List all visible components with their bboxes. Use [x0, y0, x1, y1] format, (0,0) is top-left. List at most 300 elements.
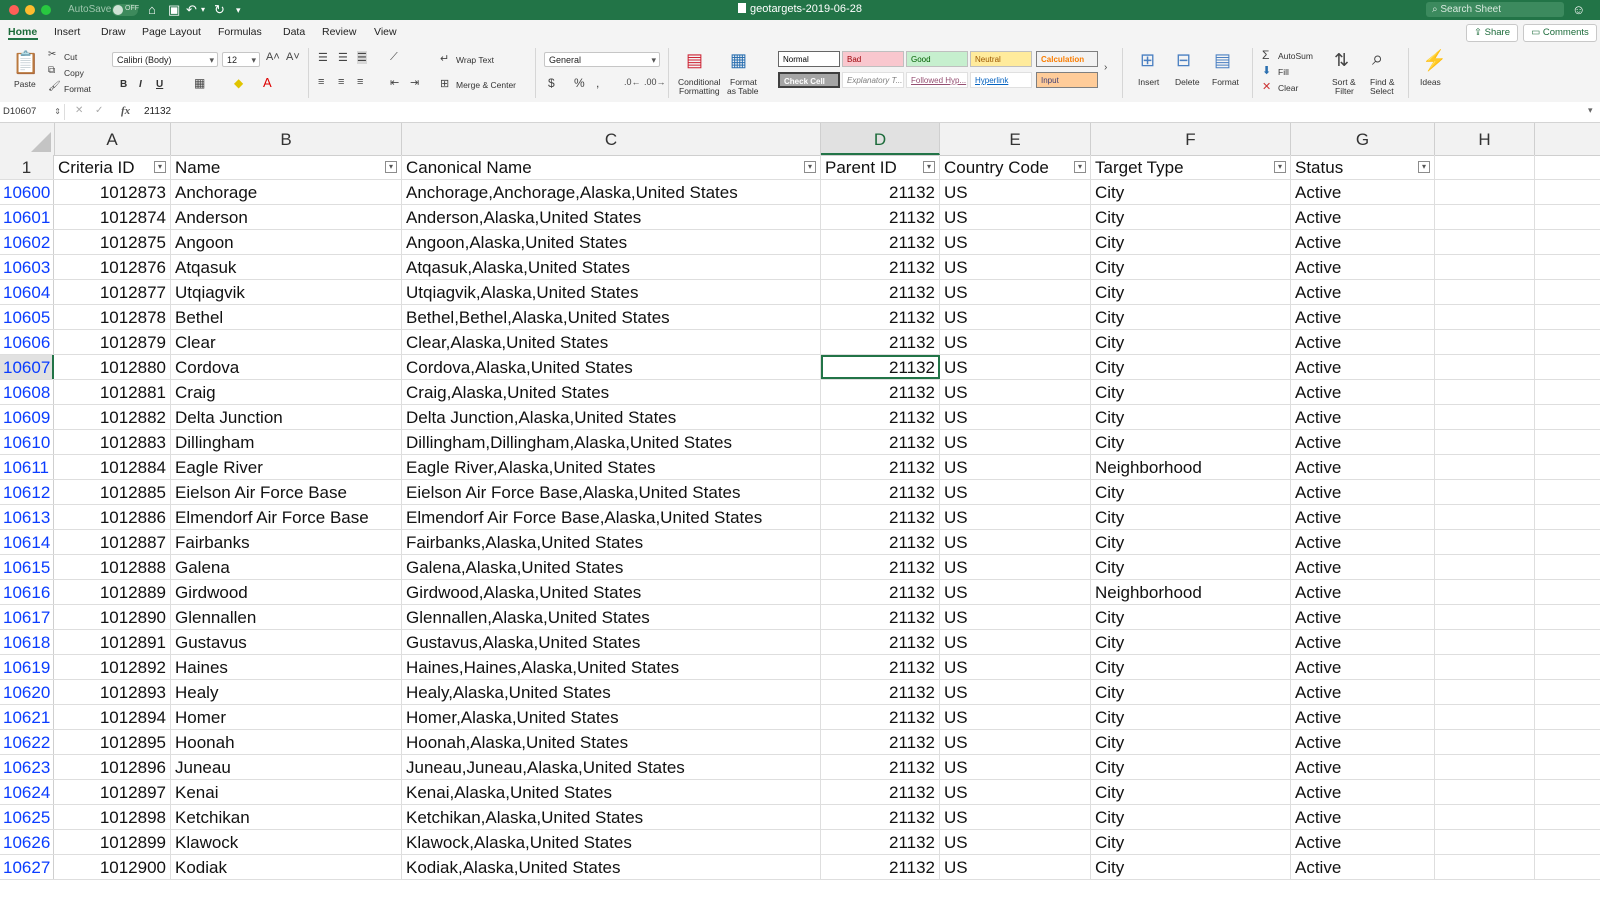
cell-parent[interactable]: 21132 — [821, 630, 940, 654]
cell-type[interactable]: City — [1091, 430, 1291, 454]
cell-id[interactable]: 1012896 — [54, 755, 171, 779]
increase-decimal-icon[interactable]: .0← — [624, 77, 641, 87]
cell-status[interactable]: Active — [1291, 755, 1435, 779]
cell-parent[interactable]: 21132 — [821, 580, 940, 604]
conditional-formatting-icon[interactable]: ▤ — [686, 50, 704, 70]
cell-country[interactable]: US — [940, 180, 1091, 204]
cell-name[interactable]: Ketchikan — [171, 805, 402, 829]
row-number[interactable]: 10615 — [0, 555, 54, 579]
row-number[interactable]: 10614 — [0, 530, 54, 554]
row-number[interactable]: 10603 — [0, 255, 54, 279]
cell-status[interactable]: Active — [1291, 680, 1435, 704]
row-number[interactable]: 10627 — [0, 855, 54, 879]
empty-cell[interactable] — [1435, 630, 1535, 654]
cell-id[interactable]: 1012893 — [54, 680, 171, 704]
column-title-cell[interactable] — [1091, 155, 1291, 179]
cell-country[interactable]: US — [940, 255, 1091, 279]
cell-country[interactable]: US — [940, 230, 1091, 254]
autosum-button[interactable]: AutoSum — [1278, 51, 1313, 61]
filter-dropdown-icon[interactable]: ▾ — [154, 161, 166, 173]
empty-cell[interactable] — [1435, 180, 1535, 204]
cell-id[interactable]: 1012874 — [54, 205, 171, 229]
tab-review[interactable]: Review — [322, 26, 357, 38]
empty-cell[interactable] — [1435, 305, 1535, 329]
paste-button[interactable]: Paste — [14, 79, 36, 89]
format-cells-icon[interactable]: ▤ — [1214, 50, 1232, 70]
cell-status[interactable]: Active — [1291, 280, 1435, 304]
cell-country[interactable]: US — [940, 280, 1091, 304]
enter-icon[interactable]: ✓ — [95, 105, 104, 116]
row-number[interactable]: 10624 — [0, 780, 54, 804]
search-sheet-input[interactable] — [1426, 2, 1564, 17]
cell-type[interactable]: City — [1091, 855, 1291, 879]
empty-cell[interactable] — [1435, 230, 1535, 254]
column-header-d[interactable]: D — [821, 123, 940, 155]
comments-button[interactable] — [1523, 24, 1597, 42]
cell-id[interactable]: 1012888 — [54, 555, 171, 579]
merge-center-button[interactable]: Merge & Center — [456, 80, 516, 90]
insert-cells-icon[interactable]: ⊞ — [1140, 50, 1156, 70]
cell-canonical[interactable]: Angoon,Alaska,United States — [402, 230, 821, 254]
cell-id[interactable]: 1012875 — [54, 230, 171, 254]
font-name-select[interactable]: Calibri (Body) ▾ — [112, 52, 218, 67]
cell-canonical[interactable]: Utqiagvik,Alaska,United States — [402, 280, 821, 304]
undo-icon[interactable]: ↶ — [186, 2, 197, 17]
tab-data[interactable]: Data — [283, 26, 306, 38]
cell-parent[interactable]: 21132 — [821, 680, 940, 704]
cell-status[interactable]: Active — [1291, 505, 1435, 529]
empty-cell[interactable] — [1435, 380, 1535, 404]
row-number[interactable]: 10604 — [0, 280, 54, 304]
cell-parent[interactable]: 21132 — [821, 530, 940, 554]
column-header-h[interactable]: H — [1435, 123, 1535, 155]
cell-type[interactable]: City — [1091, 630, 1291, 654]
cell-country[interactable]: US — [940, 630, 1091, 654]
row-number[interactable]: 10625 — [0, 805, 54, 829]
cell-name[interactable]: Hoonah — [171, 730, 402, 754]
row-number[interactable]: 10619 — [0, 655, 54, 679]
cell-type[interactable]: City — [1091, 730, 1291, 754]
style-normal[interactable]: Normal — [778, 51, 840, 67]
style-bad[interactable]: Bad — [842, 51, 904, 67]
cell-status[interactable]: Active — [1291, 780, 1435, 804]
cell-parent[interactable]: 21132 — [821, 555, 940, 579]
row-number[interactable]: 10613 — [0, 505, 54, 529]
cell-type[interactable]: City — [1091, 480, 1291, 504]
style-followed-hyperlink[interactable]: Followed Hyp... — [906, 72, 968, 88]
cell-country[interactable]: US — [940, 555, 1091, 579]
cell-canonical[interactable]: Haines,Haines,Alaska,United States — [402, 655, 821, 679]
cell-name[interactable]: Cordova — [171, 355, 402, 379]
cell-name[interactable]: Kenai — [171, 780, 402, 804]
empty-cell[interactable] — [1435, 655, 1535, 679]
empty-cell[interactable] — [1435, 705, 1535, 729]
cell-id[interactable]: 1012889 — [54, 580, 171, 604]
ideas-icon[interactable]: ⚡ — [1422, 50, 1447, 72]
decrease-indent-icon[interactable]: ⇤ — [390, 77, 400, 89]
style-calculation[interactable]: Calculation — [1036, 51, 1098, 67]
cell-status[interactable]: Active — [1291, 580, 1435, 604]
cell-parent[interactable]: 21132 — [821, 255, 940, 279]
undo-dropdown-icon[interactable]: ▾ — [201, 5, 206, 14]
column-title-cell[interactable] — [402, 155, 821, 179]
cell-status[interactable]: Active — [1291, 305, 1435, 329]
cell-status[interactable]: Active — [1291, 430, 1435, 454]
cell-name[interactable]: Elmendorf Air Force Base — [171, 505, 402, 529]
cell-country[interactable]: US — [940, 430, 1091, 454]
format-painter-icon[interactable]: 🖌 — [48, 81, 61, 92]
insert-function-button[interactable]: fx — [121, 105, 131, 117]
underline-button[interactable]: U — [156, 79, 164, 90]
cell-country[interactable]: US — [940, 705, 1091, 729]
cell-type[interactable]: City — [1091, 280, 1291, 304]
cell-country[interactable]: US — [940, 205, 1091, 229]
cell-status[interactable]: Active — [1291, 230, 1435, 254]
clear-icon[interactable]: ✕ — [1262, 81, 1272, 93]
cell-name[interactable]: Atqasuk — [171, 255, 402, 279]
cancel-icon[interactable]: ✕ — [75, 105, 84, 116]
cell-type[interactable]: City — [1091, 380, 1291, 404]
cell-parent[interactable]: 21132 — [821, 230, 940, 254]
cell-type[interactable]: City — [1091, 180, 1291, 204]
cell-country[interactable]: US — [940, 755, 1091, 779]
cell-type[interactable]: City — [1091, 255, 1291, 279]
select-all-corner[interactable] — [0, 123, 55, 155]
empty-cell[interactable] — [1435, 555, 1535, 579]
empty-cell[interactable] — [1435, 480, 1535, 504]
format-as-table-icon[interactable]: ▦ — [730, 50, 748, 70]
clear-button[interactable]: Clear — [1278, 83, 1299, 93]
empty-cell[interactable] — [1435, 780, 1535, 804]
format-as-table-label-2[interactable]: as Table — [727, 86, 759, 96]
empty-cell[interactable] — [1435, 330, 1535, 354]
cell-id[interactable]: 1012879 — [54, 330, 171, 354]
cell-id[interactable]: 1012895 — [54, 730, 171, 754]
increase-font-icon[interactable]: A˄ — [266, 51, 280, 63]
cell-type[interactable]: City — [1091, 330, 1291, 354]
cell-parent[interactable]: 21132 — [821, 705, 940, 729]
cell-parent[interactable]: 21132 — [821, 805, 940, 829]
increase-indent-icon[interactable]: ⇥ — [410, 77, 420, 89]
cell-status[interactable]: Active — [1291, 655, 1435, 679]
cell-country[interactable]: US — [940, 580, 1091, 604]
cell-type[interactable]: City — [1091, 555, 1291, 579]
find-select-icon[interactable]: ⌕ — [1372, 48, 1384, 70]
empty-cell[interactable] — [1435, 580, 1535, 604]
empty-cell[interactable] — [1435, 680, 1535, 704]
column-header-f[interactable]: F — [1091, 123, 1291, 155]
tab-home[interactable]: Home — [8, 26, 38, 38]
cell-type[interactable]: City — [1091, 655, 1291, 679]
tab-draw[interactable]: Draw — [101, 26, 126, 38]
cell-country[interactable]: US — [940, 355, 1091, 379]
cell-country[interactable]: US — [940, 805, 1091, 829]
row-number[interactable]: 10607 — [0, 355, 54, 379]
row-number[interactable]: 10622 — [0, 730, 54, 754]
cell-type[interactable]: City — [1091, 680, 1291, 704]
cell-type[interactable]: City — [1091, 530, 1291, 554]
cell-type[interactable]: City — [1091, 605, 1291, 629]
cell-canonical[interactable]: Galena,Alaska,United States — [402, 555, 821, 579]
cell-status[interactable]: Active — [1291, 630, 1435, 654]
cell-parent[interactable]: 21132 — [821, 280, 940, 304]
column-title-cell[interactable] — [821, 155, 940, 179]
column-title-cell[interactable] — [54, 155, 171, 179]
cell-name[interactable]: Eagle River — [171, 455, 402, 479]
cell-id[interactable]: 1012881 — [54, 380, 171, 404]
style-hyperlink[interactable]: Hyperlink — [970, 72, 1032, 88]
cell-name[interactable]: Glennallen — [171, 605, 402, 629]
cell-type[interactable]: City — [1091, 805, 1291, 829]
cell-id[interactable]: 1012883 — [54, 430, 171, 454]
cell-name[interactable]: Gustavus — [171, 630, 402, 654]
row-number[interactable]: 10618 — [0, 630, 54, 654]
spreadsheet-grid[interactable] — [0, 123, 1600, 900]
cell-canonical[interactable]: Eielson Air Force Base,Alaska,United States — [402, 480, 821, 504]
cell-country[interactable]: US — [940, 505, 1091, 529]
cell-id[interactable]: 1012897 — [54, 780, 171, 804]
share-button[interactable] — [1466, 24, 1518, 42]
cell-name[interactable]: Homer — [171, 705, 402, 729]
cell-name[interactable]: Juneau — [171, 755, 402, 779]
row-number[interactable]: 10608 — [0, 380, 54, 404]
copy-icon[interactable]: ⧉ — [48, 65, 56, 76]
cell-country[interactable]: US — [940, 730, 1091, 754]
cut-button[interactable]: Cut — [64, 52, 78, 62]
row-number[interactable]: 10609 — [0, 405, 54, 429]
align-left-icon[interactable]: ≡ — [318, 76, 325, 88]
cell-id[interactable]: 1012876 — [54, 255, 171, 279]
filter-dropdown-icon[interactable]: ▾ — [1418, 161, 1430, 173]
borders-icon[interactable]: ▦ — [194, 76, 206, 90]
cell-id[interactable]: 1012873 — [54, 180, 171, 204]
cell-parent[interactable]: 21132 — [821, 205, 940, 229]
cell-name[interactable]: Healy — [171, 680, 402, 704]
decrease-font-icon[interactable]: A˅ — [286, 51, 300, 63]
cell-type[interactable]: Neighborhood — [1091, 455, 1291, 479]
cell-country[interactable]: US — [940, 605, 1091, 629]
cell-canonical[interactable]: Juneau,Juneau,Alaska,United States — [402, 755, 821, 779]
cell-id[interactable]: 1012894 — [54, 705, 171, 729]
empty-cell[interactable] — [1435, 430, 1535, 454]
cell-status[interactable]: Active — [1291, 205, 1435, 229]
cell-status[interactable]: Active — [1291, 705, 1435, 729]
cell-status[interactable]: Active — [1291, 605, 1435, 629]
cell-parent[interactable]: 21132 — [821, 780, 940, 804]
cell-name[interactable]: Clear — [171, 330, 402, 354]
cell-id[interactable]: 1012885 — [54, 480, 171, 504]
row-number[interactable]: 10617 — [0, 605, 54, 629]
merge-center-icon[interactable]: ⊞ — [440, 78, 450, 90]
cell-canonical[interactable]: Healy,Alaska,United States — [402, 680, 821, 704]
filter-dropdown-icon[interactable]: ▾ — [923, 161, 935, 173]
cell-canonical[interactable]: Cordova,Alaska,United States — [402, 355, 821, 379]
cell-name[interactable]: Galena — [171, 555, 402, 579]
conditional-formatting-label-2[interactable]: Formatting — [679, 86, 720, 96]
column-header-a[interactable]: A — [54, 123, 171, 155]
delete-cells-icon[interactable]: ⊟ — [1176, 50, 1192, 70]
cell-canonical[interactable]: Homer,Alaska,United States — [402, 705, 821, 729]
cell-canonical[interactable]: Fairbanks,Alaska,United States — [402, 530, 821, 554]
column-title-cell[interactable] — [940, 155, 1091, 179]
cell-country[interactable]: US — [940, 655, 1091, 679]
cell-status[interactable]: Active — [1291, 855, 1435, 879]
column-title-cell[interactable] — [171, 155, 402, 179]
cell-country[interactable]: US — [940, 455, 1091, 479]
cell-country[interactable]: US — [940, 530, 1091, 554]
cell-name[interactable]: Fairbanks — [171, 530, 402, 554]
comma-style-icon[interactable]: , — [596, 76, 600, 90]
cell-parent[interactable]: 21132 — [821, 830, 940, 854]
row-number[interactable]: 10612 — [0, 480, 54, 504]
cell-canonical[interactable]: Anderson,Alaska,United States — [402, 205, 821, 229]
sort-filter-icon[interactable]: ⇅ — [1334, 50, 1350, 70]
cell-parent[interactable]: 21132 — [821, 605, 940, 629]
fill-color-icon[interactable]: ◆ — [234, 76, 244, 90]
cell-status[interactable]: Active — [1291, 180, 1435, 204]
number-format-select[interactable]: General ▾ — [544, 52, 660, 67]
cell-id[interactable]: 1012880 — [54, 355, 171, 379]
cell-name[interactable]: Utqiagvik — [171, 280, 402, 304]
column-header-g[interactable]: G — [1291, 123, 1435, 155]
row-number[interactable]: 10611 — [0, 455, 54, 479]
tab-view[interactable]: View — [374, 26, 397, 38]
cell-name[interactable]: Eielson Air Force Base — [171, 480, 402, 504]
empty-cell[interactable] — [1435, 205, 1535, 229]
row-number[interactable]: 10605 — [0, 305, 54, 329]
empty-cell[interactable] — [1435, 455, 1535, 479]
cell-id[interactable]: 1012878 — [54, 305, 171, 329]
copy-button[interactable]: Copy — [64, 68, 84, 78]
cell-name[interactable]: Angoon — [171, 230, 402, 254]
cell-name[interactable]: Delta Junction — [171, 405, 402, 429]
filter-dropdown-icon[interactable]: ▾ — [1274, 161, 1286, 173]
cell-country[interactable]: US — [940, 480, 1091, 504]
row-number[interactable]: 10600 — [0, 180, 54, 204]
row-number[interactable]: 10610 — [0, 430, 54, 454]
percent-icon[interactable]: % — [574, 76, 585, 90]
cell-canonical[interactable]: Kenai,Alaska,United States — [402, 780, 821, 804]
cell-canonical[interactable]: Dillingham,Dillingham,Alaska,United States — [402, 430, 821, 454]
cell-canonical[interactable]: Glennallen,Alaska,United States — [402, 605, 821, 629]
align-bottom-icon[interactable]: ☰ — [357, 52, 367, 64]
cell-canonical[interactable]: Anchorage,Anchorage,Alaska,United States — [402, 180, 821, 204]
cell-name[interactable]: Dillingham — [171, 430, 402, 454]
empty-cell[interactable] — [1435, 505, 1535, 529]
cell-parent[interactable]: 21132 — [821, 305, 940, 329]
row-number[interactable]: 1 — [0, 155, 54, 179]
styles-more-icon[interactable]: › — [1104, 62, 1108, 73]
empty-cell[interactable] — [1435, 280, 1535, 304]
currency-icon[interactable]: $ — [548, 76, 555, 90]
cell-id[interactable]: 1012887 — [54, 530, 171, 554]
column-title-cell[interactable] — [1291, 155, 1435, 179]
cell-parent[interactable]: 21132 — [821, 355, 940, 379]
style-input[interactable]: Input — [1036, 72, 1098, 88]
column-header-b[interactable]: B — [171, 123, 402, 155]
cell-canonical[interactable]: Girdwood,Alaska,United States — [402, 580, 821, 604]
decrease-decimal-icon[interactable]: .00→ — [644, 77, 666, 87]
ideas-button[interactable]: Ideas — [1420, 77, 1441, 87]
cell-status[interactable]: Active — [1291, 380, 1435, 404]
cell-canonical[interactable]: Kodiak,Alaska,United States — [402, 855, 821, 879]
redo-icon[interactable]: ↻ — [214, 2, 225, 17]
empty-cell[interactable] — [1435, 155, 1535, 179]
empty-cell[interactable] — [1435, 605, 1535, 629]
cell-parent[interactable]: 21132 — [821, 455, 940, 479]
cell-status[interactable]: Active — [1291, 555, 1435, 579]
italic-button[interactable]: I — [139, 79, 142, 90]
tab-insert[interactable]: Insert — [54, 26, 81, 38]
cell-parent[interactable]: 21132 — [821, 330, 940, 354]
empty-cell[interactable] — [1435, 755, 1535, 779]
formula-input[interactable]: 21132 — [144, 106, 172, 117]
cell-status[interactable]: Active — [1291, 480, 1435, 504]
fill-icon[interactable]: ⬇ — [1262, 65, 1272, 77]
row-number[interactable]: 10620 — [0, 680, 54, 704]
cell-name[interactable]: Haines — [171, 655, 402, 679]
cell-id[interactable]: 1012899 — [54, 830, 171, 854]
cell-status[interactable]: Active — [1291, 455, 1435, 479]
cell-country[interactable]: US — [940, 680, 1091, 704]
customize-toolbar-icon[interactable]: ▾ — [236, 5, 241, 15]
cell-type[interactable]: City — [1091, 405, 1291, 429]
paste-icon[interactable]: 📋 — [12, 50, 40, 75]
cell-id[interactable]: 1012884 — [54, 455, 171, 479]
cell-parent[interactable]: 21132 — [821, 405, 940, 429]
sort-filter-label-1[interactable]: Sort & — [1332, 77, 1356, 87]
cell-status[interactable]: Active — [1291, 405, 1435, 429]
cell-name[interactable]: Anchorage — [171, 180, 402, 204]
column-header-c[interactable]: C — [402, 123, 821, 155]
column-header-e[interactable]: E — [940, 123, 1091, 155]
row-number[interactable]: 10626 — [0, 830, 54, 854]
row-number[interactable]: 10621 — [0, 705, 54, 729]
cell-country[interactable]: US — [940, 855, 1091, 879]
empty-cell[interactable] — [1435, 255, 1535, 279]
tab-page-layout[interactable]: Page Layout — [142, 26, 201, 38]
cell-id[interactable]: 1012890 — [54, 605, 171, 629]
save-icon[interactable]: ▣ — [168, 2, 181, 17]
cell-canonical[interactable]: Klawock,Alaska,United States — [402, 830, 821, 854]
cell-parent[interactable]: 21132 — [821, 380, 940, 404]
cell-name[interactable]: Klawock — [171, 830, 402, 854]
cell-name[interactable]: Bethel — [171, 305, 402, 329]
cell-parent[interactable]: 21132 — [821, 755, 940, 779]
row-number[interactable]: 10623 — [0, 755, 54, 779]
empty-cell[interactable] — [1435, 830, 1535, 854]
cell-status[interactable]: Active — [1291, 830, 1435, 854]
style-neutral[interactable]: Neutral — [970, 51, 1032, 67]
empty-cell[interactable] — [1435, 355, 1535, 379]
cell-country[interactable]: US — [940, 330, 1091, 354]
style-good[interactable]: Good — [906, 51, 968, 67]
cell-name[interactable]: Craig — [171, 380, 402, 404]
cell-canonical[interactable]: Atqasuk,Alaska,United States — [402, 255, 821, 279]
cell-type[interactable]: City — [1091, 505, 1291, 529]
cell-type[interactable]: City — [1091, 780, 1291, 804]
cell-type[interactable]: City — [1091, 705, 1291, 729]
cell-id[interactable]: 1012900 — [54, 855, 171, 879]
format-cells-button[interactable]: Format — [1212, 77, 1239, 87]
font-size-select[interactable]: 12 ▾ — [222, 52, 260, 67]
cell-canonical[interactable]: Craig,Alaska,United States — [402, 380, 821, 404]
cell-canonical[interactable]: Bethel,Bethel,Alaska,United States — [402, 305, 821, 329]
cell-country[interactable]: US — [940, 305, 1091, 329]
cell-parent[interactable]: 21132 — [821, 480, 940, 504]
cell-canonical[interactable]: Gustavus,Alaska,United States — [402, 630, 821, 654]
format-painter-button[interactable]: Format — [64, 84, 91, 94]
